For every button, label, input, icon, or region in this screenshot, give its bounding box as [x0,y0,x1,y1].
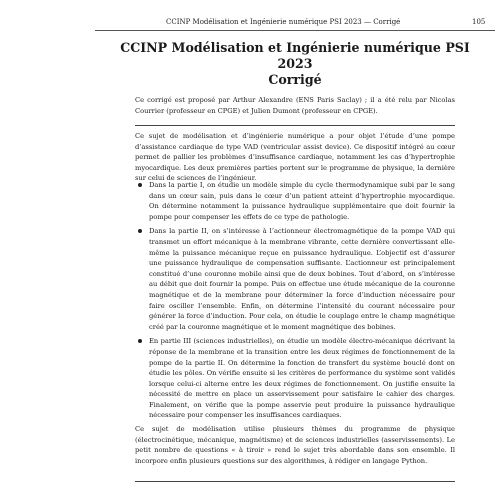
title-line-1: CCINP Modélisation et Ingénierie numérique PSI [120,40,470,55]
page-title [95,40,495,88]
bullet-text-part-1: Dans la partie I, on étudie un modèle simple du cycle thermodynamique subi par le sang dans un cœur sain, puis dans le cœur d’un patient atteint d’hypertrophie myocardique. On détermine notamment la puissance hydraulique supplémentaire que doit fournir la pompe pour compenser les effets de ce type de pathologie. [149,181,455,221]
summary-bullet-list [135,180,455,421]
page-header [0,0,500,26]
header-rule [95,30,495,31]
bullet-text-part-2: Dans la partie II, on s’intéresse à l’actionneur électromagnétique de la pompe VAD qui transmet un effort mécanique à la membrane vibrante, cette dernière convertissant elle-même la puissance mécanique reçue en puissance hydraulique. L’objectif est d’assurer une puissance hydraulique de compensation suffisante. L’actionneur est principalement constitué d’une couronne mobile ainsi que de deux bobines. Tout d’abord, on s’intéresse au débit que doit fournir la pompe. Puis on effectue une étude mécanique de la couronne magnétique et de la membrane pour déterminer la force d’induction nécessaire pour faire osciller l’ensemble. Enfin, on détermine l’intensité du courant nécessaire pour générer la force d’induction. Pour cela, on étudie le couplage entre le champ magnétique créé par la couronne magnétique et le moment magnétique des bobines. [149,227,455,331]
author-credits: Ce corrigé est proposé par Arthur Alexandre (ENS Paris Saclay) ; il a été relu par Nicolas Courrier (professeur en CPGE) et Julien Dumont (professeur en CPGE). [135,96,455,115]
summary-paragraph-2: Ce sujet de modélisation utilise plusieurs thèmes du programme de physique (électrocinétique, mécanique, magnétisme) et de sciences industrielles (asservissements). Le petit nombre de questions « à tiroir » rend le sujet très abordable dans son ensemble. Il incorpore enfin plusieurs questions sur des algorithmes, à rédiger en langage Python. [135,425,455,465]
bullet-text-part-3: En partie III (sciences industrielles), on étudie un modèle électro-mécanique décrivant la réponse de la membrane et la transition entre les deux régimes de fonctionnement de la pompe de la partie II. On détermine la fonction de transfert du système bouclé dont on étudie les pôles. On vérifie ensuite si les critères de performance du système sont validés lorsque celui-ci alterne entre les deux régimes de fonctionnement. On justifie ensuite la nécessité de mettre en place un asservissement pour satisfaire le cahier des charges. Finalement, on vérifie que la pompe asservie peut produire la puissance hydraulique nécessaire pour compenser les insuffisances cardiaques. [149,337,455,420]
summary-paragraph-1: Ce sujet de modélisation et d’ingénierie numérique a pour objet l’étude d’une pompe d’assistance cardiaque de type VAD (ventricular assist device). Ce dispositif intégré au cœur permet de pallier les problèmes d’insuffisance cardiaque, notamment les cas d’hypertrophie myocardique. Les deux premières parties portent sur le programme de physique, la dernière sur celui de sciences de l’ingénieur. [135,132,455,183]
bottom-rule [135,481,455,482]
running-title: CCINP Modélisation et Ingénierie numérique PSI 2023 — Corrigé [166,18,401,26]
list-item [135,226,455,332]
page-number: 105 [472,18,486,26]
top-rule [135,125,455,126]
bullet-icon [138,229,142,233]
list-item [135,336,455,421]
list-item [135,180,455,222]
title-line-3: Corrigé [268,72,322,87]
title-line-2: 2023 [277,56,313,71]
bullet-icon [138,339,142,343]
bullet-icon [138,183,142,187]
